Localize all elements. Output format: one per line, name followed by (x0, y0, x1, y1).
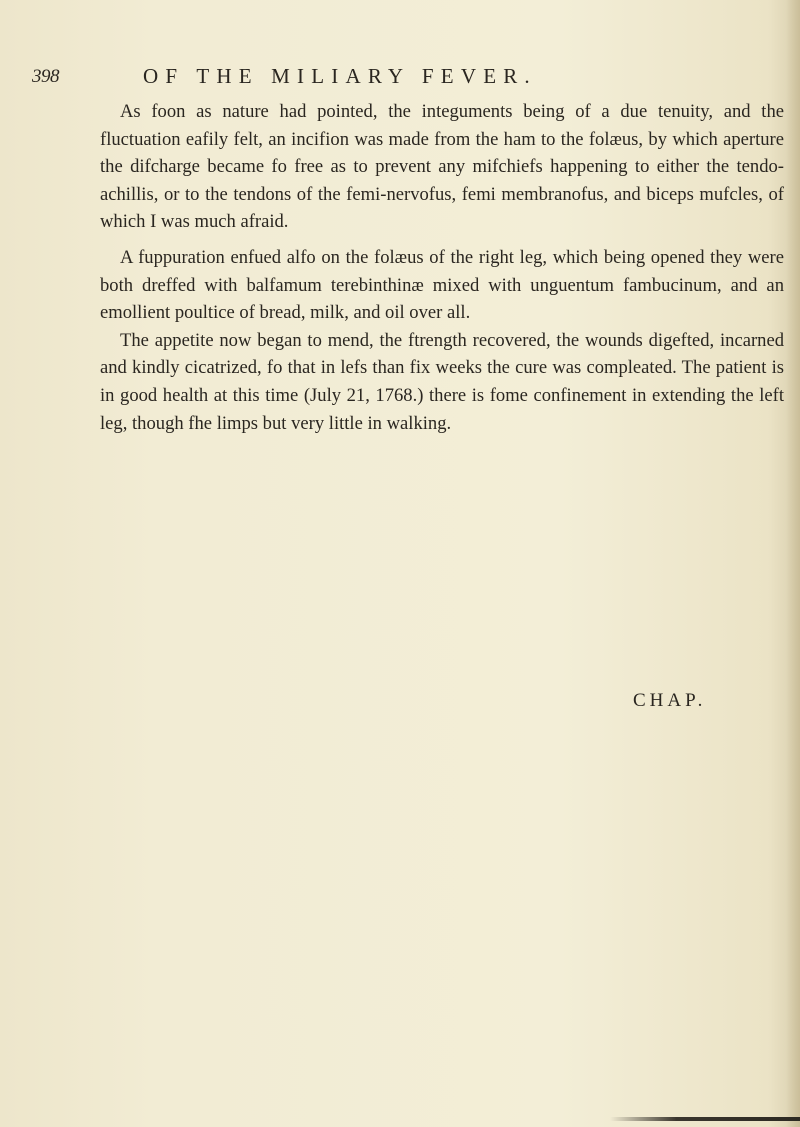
page-bottom-rule (610, 1117, 800, 1121)
paragraph-3: The appetite now began to mend, the ftrength recovered, the wounds digefted, incarned and kindly cicatrized, fo that in lefs than fix weeks the cure was compleated. The patient is in good health at this time (July 21, 1768.) there is fome confinement in extending the left leg, though fhe limps but very little in walking. (100, 329, 784, 434)
page-edge-shadow (786, 0, 800, 1127)
paragraph-2: A fuppuration enfued alfo on the folæus of the right leg, which being opened they were both dreffed with balfamum terebinthinæ mixed with unguentum fambucinum, and an emollient poultice of bread, milk, and oil over all. (100, 246, 784, 324)
paragraph-1: As foon as nature had pointed, the integuments being of a due tenuity, and the fluctuation eafily felt, an incifion was made from the ham to the folæus, by which aperture the difcharge became fo free as to prevent any mifchiefs happening to either the tendo-achillis, or to the tendons of the femi-nervofus, femi membranofus, and biceps mufcles, of which I was much afraid. (100, 101, 784, 233)
page-number: 398 (32, 66, 59, 87)
catchword: CHAP. (633, 690, 707, 711)
body-text (100, 98, 784, 437)
running-head: OF THE MILIARY FEVER. (143, 64, 537, 88)
